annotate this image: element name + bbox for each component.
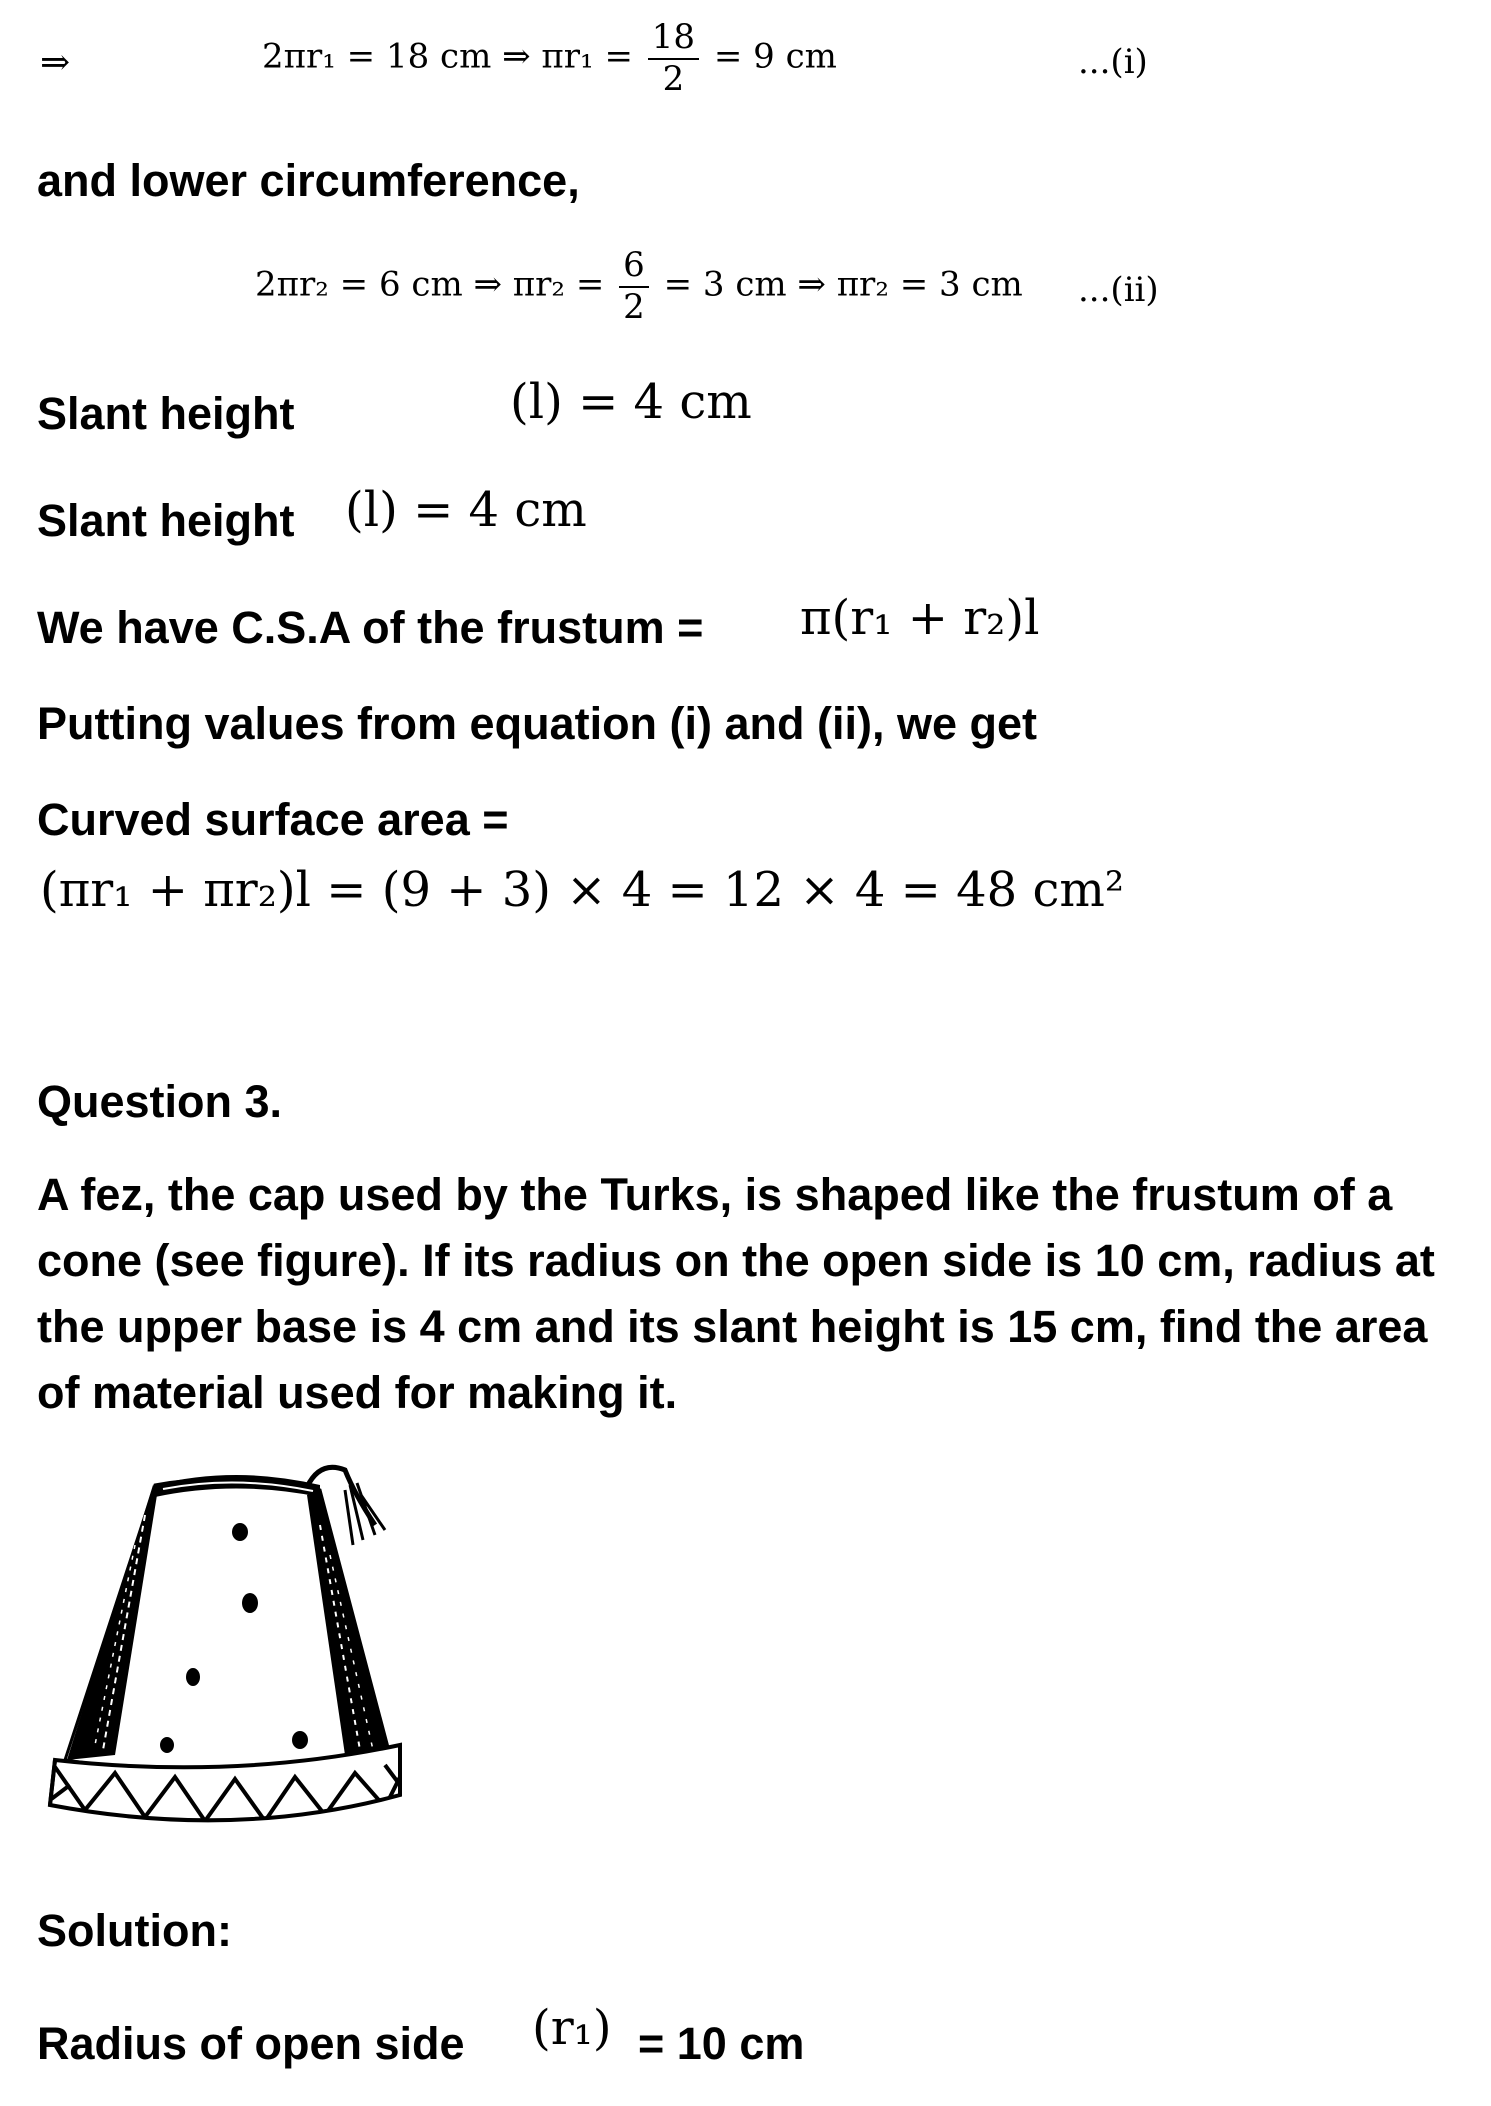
radius-symbol: (r₁) — [532, 2000, 612, 2056]
equation-upper-lhs: 2πr₁ = 18 cm ⇒ πr₁ = — [262, 36, 633, 77]
equation-upper-rhs: = 9 cm — [713, 36, 837, 77]
question-text: A fez, the cap used by the Turks, is shaped like the frustum of a cone (see figure). If its radius on the open side is 10 cm, radius at the upper base is 4 cm and its slant height is 15 cm, find the area of material used for making it. — [37, 1169, 1435, 1418]
curved-surface-area-label: Curved surface area = — [37, 794, 509, 845]
radius-value: = 10 cm — [638, 2018, 805, 2069]
question-heading: Question 3. — [37, 1076, 283, 1127]
implies-arrow: ⇒ — [40, 42, 71, 83]
equation-upper-fraction — [648, 17, 699, 99]
equation-lower-rhs: = 3 cm ⇒ πr₂ = 3 cm — [663, 264, 1023, 305]
equation-lower-circumference — [255, 245, 1023, 327]
csa-label: We have C.S.A of the frustum = — [37, 602, 704, 653]
equation-upper-circumference — [262, 17, 837, 99]
equation-lower-lhs: 2πr₂ = 6 cm ⇒ πr₂ = — [255, 264, 605, 305]
fez-illustration — [45, 1455, 425, 1830]
csa-formula: π(r₁ + r₂)l — [800, 590, 1040, 646]
slant-height-value-2: (l) = 4 cm — [345, 482, 587, 538]
slant-height-label-1: Slant height — [37, 388, 295, 439]
equation-lower-fraction — [619, 245, 649, 327]
curved-surface-area-equation: (πr₁ + πr₂)l = (9 + 3) × 4 = 12 × 4 = 48 cm² — [40, 862, 1125, 918]
slant-height-value-1: (l) = 4 cm — [510, 374, 752, 430]
lower-circumference-intro: and lower circumference, — [37, 155, 580, 206]
solution-heading: Solution: — [37, 1905, 232, 1956]
fraction-numerator: 6 — [619, 248, 649, 288]
equation-tag-ii: ...(ii) — [1078, 270, 1159, 310]
fraction-denominator: 2 — [623, 286, 645, 327]
equation-tag-i: ...(i) — [1078, 42, 1148, 82]
putting-values-text: Putting values from equation (i) and (ii), we get — [37, 698, 1038, 749]
slant-height-label-2: Slant height — [37, 495, 295, 546]
fraction-numerator: 18 — [648, 20, 699, 60]
radius-open-side-label: Radius of open side — [37, 2018, 465, 2069]
fraction-denominator: 2 — [662, 58, 685, 99]
